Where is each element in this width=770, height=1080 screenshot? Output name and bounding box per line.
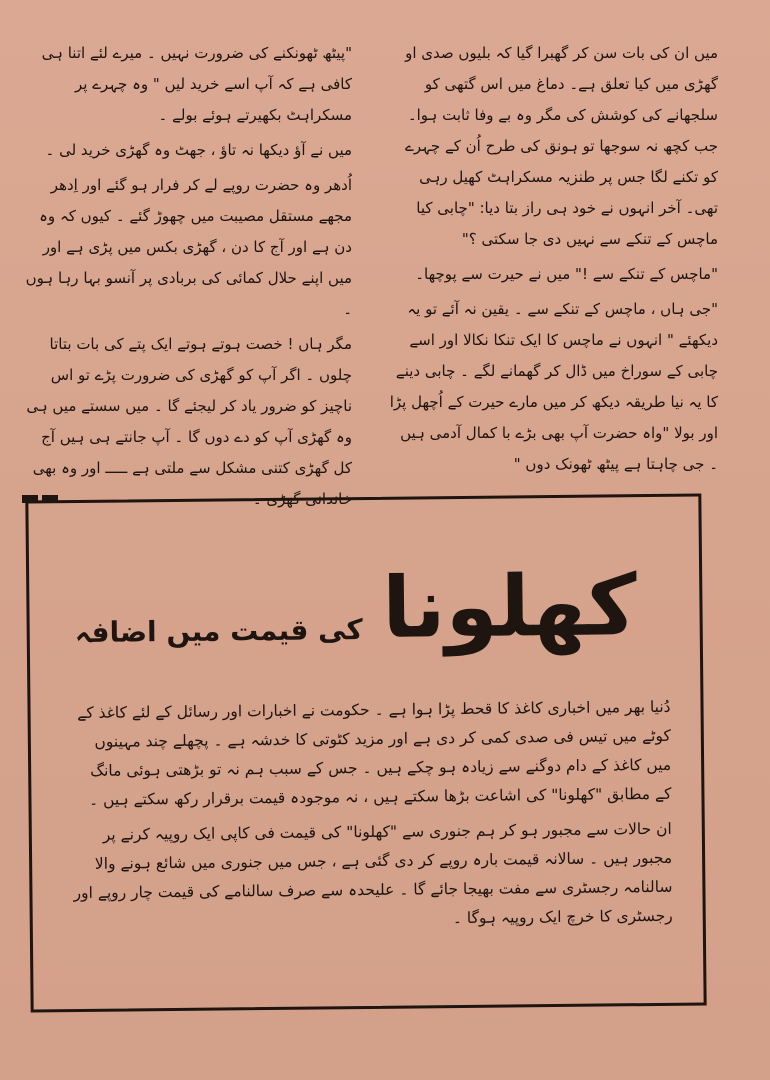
notice-paragraph: ان حالات سے مجبور ہو کر ہم جنوری سے "کھلونا" کی قیمت فی کاپی ایک روپیہ کرنے پر مجبور ہیں ۔ سالانہ قیمت بارہ روپے کر دی گئی ہے ، جس میں جنوری میں شائع ہونے والا سالنامہ رجسٹری سے مفت بھیجا جائے گا ۔ علیحدہ سے صرف سالنامے کی قیمت چار روپے اور رجسٹری کا خرچ ایک روپیہ ہوگا ۔	[73, 819, 673, 928]
story-paragraph: "پیٹھ ٹھونکنے کی ضرورت نہیں ۔ میرے لئے اتنا ہی کافی ہے کہ آپ اسے خرید لیں " وہ چہرے پر مسکراہٹ بکھیرتے ہوئے بولے ۔	[41, 44, 352, 124]
notice-title: کھلونا	[381, 556, 638, 657]
story-end-mark	[22, 488, 62, 500]
story-paragraph: "جی ہاں ، ماچس کے تنکے سے ۔ یقین نہ آئے تو یہ دیکھئے " انہوں نے ماچس کا ایک تنکا نکالا اور اسے چابی کے سوراخ میں ڈال کر گھمانے لگے ۔ چابی دینے کا یہ نیا طریقہ دیکھ کر میں مارے حیرت کے اُچھل پڑا اور بولا "واہ حضرت آپ بھی بڑے با کمال آدمی ہیں ۔ جی چاہتا ہے پیٹھ ٹھونک دوں "	[389, 300, 718, 473]
story-paragraph: اُدھر وہ حضرت روپے لے کر فرار ہو گئے اور اِدھر مجھے مستقل مصیبت میں چھوڑ گئے ۔ کیوں کہ وہ دن ہے اور آج کا دن ، گھڑی بکس میں پڑی ہے اور میں اپنے حلال کمائی کی بربادی پر آنسو بہا رہا ہوں ۔	[25, 176, 352, 318]
story-paragraph: میں نے آؤ دیکھا نہ تاؤ ، جھٹ وہ گھڑی خرید لی ۔	[45, 141, 352, 159]
notice-subtitle: کی قیمت میں اضافہ	[74, 613, 363, 650]
story-column-left	[22, 38, 352, 519]
notice-paragraph: دُنیا بھر میں اخباری کاغذ کا قحط پڑا ہوا ہے ۔ حکومت نے اخبارات اور رسائل کے لئے کاغذ کے کوٹے میں تیس فی صدی کمی کر دی ہے اور مزید کٹوتی کا خدشہ ہے ۔ پچھلے چند مہینوں میں کاغذ کے دام دوگنے سے زیادہ ہو چکے ہیں ۔ جس کے سبب ہم نہ تو بڑھتی ہوئی مانگ کے مطابق "کھلونا" کی اشاعت بڑھا سکتے ہیں ، نہ موجودہ قیمت برقرار رکھ سکتے ہیں ۔	[77, 697, 672, 809]
story-paragraph: میں ان کی بات سن کر گھبرا گیا کہ بلیوں صدی او گھڑی میں کیا تعلق ہے۔ دماغ میں اس گتھی کو سلجھانے کی کوشش کی مگر وہ بے وفا ثابت ہوا۔ جب کچھ نہ سوجھا تو ہونق کی طرح اُن کے چہرے کو تکنے لگا جس پر طنزیہ مسکراہٹ کھیل رہی تھی۔ آخر انہوں نے خود ہی راز بتا دیا: "چابی کیا ماچس کے تنکے سے نہیں دی جا سکتی ؟"	[405, 44, 718, 248]
story-column-right	[388, 38, 718, 484]
price-increase-notice	[25, 493, 706, 1012]
notice-body	[70, 693, 673, 943]
story-paragraph: "ماچس کے تنکے سے !" میں نے حیرت سے پوچھا۔	[415, 265, 718, 283]
story-paragraph: مگر ہاں ! خصت ہوتے ہوتے ایک پتے کی بات بتاتا چلوں ۔ اگر آپ کو گھڑی کی ضرورت پڑے تو اس ناچیز کو ضرور یاد کر لیجئے گا ۔ میں سستے میں ہی وہ گھڑی آپ کو دے دوں گا ۔ آپ جانتے ہی ہیں آج کل گھڑی کتنی مشکل سے ملتی ہے ـــــ اور وہ بھی خاندانی گھڑی ۔	[26, 335, 352, 508]
